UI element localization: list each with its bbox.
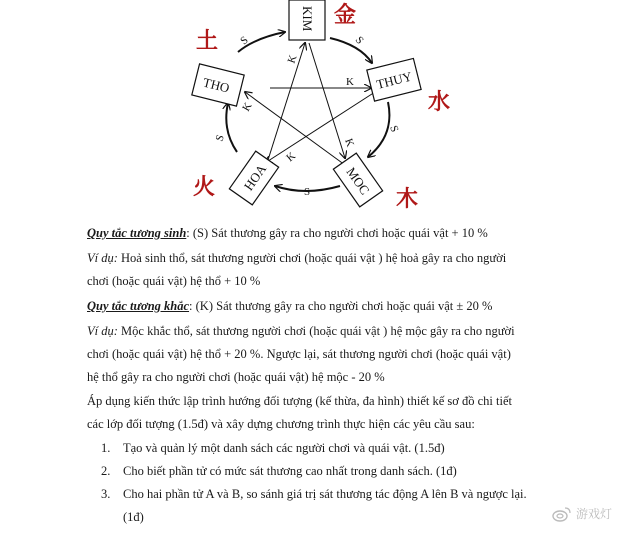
svg-text:K: K	[342, 136, 357, 149]
svg-text:MOC: MOC	[343, 164, 373, 198]
hanzi-hoa: 火	[193, 175, 216, 200]
box-moc	[333, 153, 382, 207]
svg-text:THUY: THUY	[374, 68, 414, 92]
svg-text:S: S	[213, 133, 227, 144]
list-item: 2. Cho biết phần tử có mức sát thương cao nhất trong danh sách. (1đ)	[101, 464, 457, 478]
rule-khac-example: Ví dụ: Mộc khắc thổ, sát thương người chơi (hoặc quái vật ) hệ mộc gây ra cho người chơi (hoặc quái vật) hệ thổ + 20 %. Ngược lại, sát thương người chơi (hoặc quái vật) hệ thổ gây ra cho người chơi (hoặc quái vật) hệ mộc - 20 %	[87, 324, 515, 384]
rule-sinh: Quy tắc tương sinh: (S) Sát thương gây ra cho người chơi hoặc quái vật + 10 %	[87, 226, 488, 240]
svg-text:S: S	[352, 34, 366, 47]
hanzi-kim: 金	[334, 3, 357, 28]
rule-sinh-example: Ví dụ: Hoả sinh thổ, sát thương người chơi (hoặc quái vật ) hệ hoả gây ra cho người chơi (hoặc quái vật) hệ thổ + 10 %	[87, 251, 507, 288]
rule-khac: Quy tắc tương khắc: (K) Sát thương gây ra cho người chơi hoặc quái vật ± 20 %	[87, 299, 493, 313]
svg-text:K: K	[284, 149, 299, 165]
requirements-list	[101, 437, 531, 529]
svg-text:K: K	[346, 76, 354, 88]
khac-star	[245, 43, 375, 165]
box-tho	[192, 64, 244, 106]
hanzi-thuy: 水	[428, 90, 451, 115]
rule-sinh-title: Quy tắc tương sinh	[87, 226, 187, 240]
svg-text:K: K	[285, 53, 300, 66]
rule-khac-title: Quy tắc tương khắc	[87, 299, 190, 313]
svg-text:S: S	[304, 186, 311, 198]
khac-labels	[240, 53, 356, 164]
hanzi-tho: 土	[196, 29, 219, 54]
svg-text:S: S	[387, 123, 401, 134]
five-elements-diagram	[0, 0, 631, 215]
svg-text:S: S	[238, 34, 251, 48]
watermark: 游戏灯	[552, 505, 612, 522]
svg-text:K: K	[240, 100, 255, 114]
list-item: 3. Cho hai phần tử A và B, so sánh giá trị sát thương tác động A lên B và ngược lại. (1đ)	[101, 487, 527, 524]
box-kim	[289, 0, 325, 40]
hanzi-moc: 木	[396, 187, 419, 212]
svg-text:THO: THO	[201, 74, 232, 96]
box-thuy	[367, 58, 421, 101]
task-intro: Áp dụng kiến thức lập trình hướng đối tượng (kế thừa, đa hình) thiết kế sơ đồ chi tiết các lớp đối tượng (1.5đ) và xây dựng chương trình thực hiện các yêu cầu sau:	[87, 394, 512, 431]
list-item: 1. Tạo và quản lý một danh sách các người chơi và quái vật. (1.5đ)	[101, 441, 445, 455]
weibo-icon	[552, 506, 572, 522]
svg-text:HOA: HOA	[240, 161, 270, 194]
svg-text:KIM: KIM	[300, 6, 315, 32]
